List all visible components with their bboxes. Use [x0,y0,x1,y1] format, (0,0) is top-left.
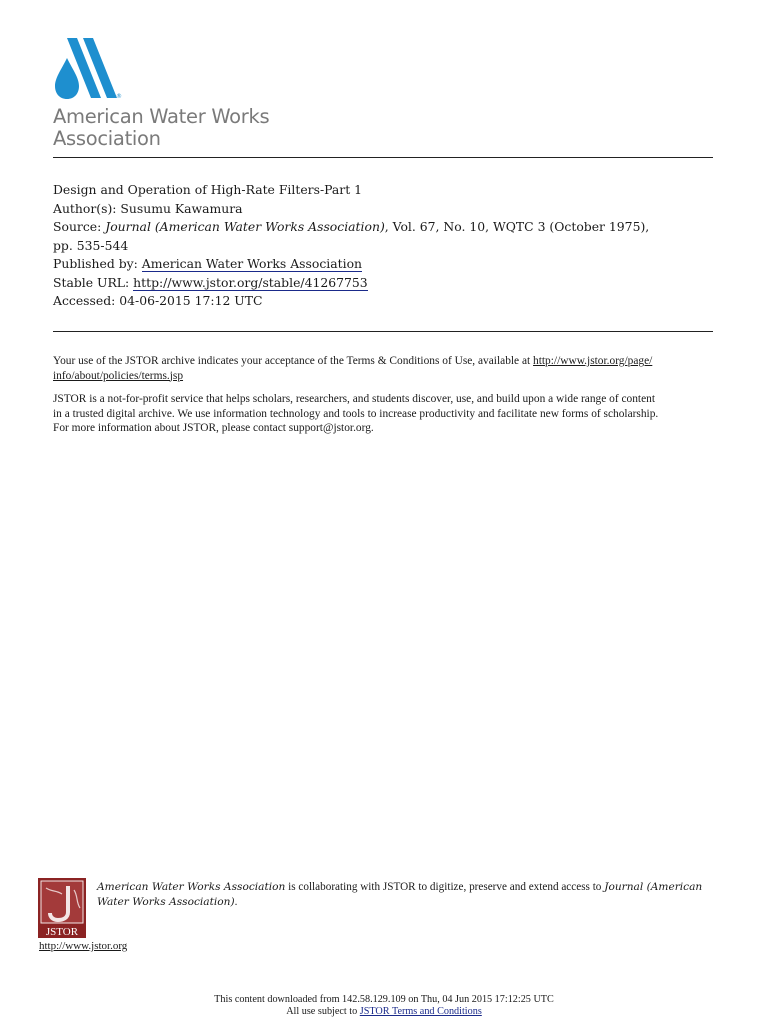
source-details: , Vol. 67, No. 10, WQTC 3 (October 1975), [384,219,650,234]
org-name-line2: Association [53,127,161,150]
terms-section [53,354,713,445]
top-divider [53,157,713,158]
jstor-info-line2: in a trusted digital archive. We use information technology and tools to increase productivity and facilitate new forms of scholarship. [53,407,659,420]
collab-text: is collaborating with JSTOR to digitize, preserve and extend access to [285,881,605,893]
article-authors: Author(s): Susumu Kawamura [53,200,243,216]
article-metadata [53,181,713,311]
collab-org: American Water Works Association [97,881,286,893]
org-name-line1: American Water Works [53,105,270,128]
org-name [53,106,269,150]
awwa-logo [53,36,125,100]
collab-journal: Journal (American Water Works Association) [97,881,703,908]
jstor-seal-icon [38,878,86,938]
jstor-logo [38,878,86,938]
terms-text: Your use of the JSTOR archive indicates your acceptance of the Terms & Conditions of Use, available at [53,355,534,367]
stable-url-link[interactable]: http://www.jstor.org/stable/41267753 [133,274,368,290]
jstor-info-line1: JSTOR is a not-for-profit service that helps scholars, researchers, and students discover, use, and build upon a wide range of content [53,393,656,405]
collab-end: . [234,896,238,908]
water-drop-logo-icon [53,36,125,100]
article-publisher [53,255,713,274]
jstor-home-link[interactable]: http://www.jstor.org [39,940,128,952]
jstor-terms-link[interactable]: JSTOR Terms and Conditions [359,1006,482,1017]
article-source [53,218,713,237]
source-label: Source: [53,219,106,234]
download-footer [0,994,768,1018]
terms-paragraph [53,354,713,383]
terms-footer-line [0,1006,768,1018]
article-accessed: Accessed: 04-06-2015 17:12 UTC [53,293,263,308]
middle-divider [53,331,713,332]
svg-text:®: ® [116,93,122,100]
article-stable-url [53,274,713,293]
jstor-info-line3: For more information about JSTOR, please contact support@jstor.org. [53,422,374,434]
publisher-link[interactable]: American Water Works Association [141,256,363,271]
published-label: Published by: [53,256,142,271]
article-title: Design and Operation of High-Rate Filters-Part 1 [53,182,363,197]
svg-text:JSTOR: JSTOR [45,926,79,938]
source-pages: pp. 535-544 [53,237,129,253]
jstor-info-paragraph [53,392,713,436]
stable-label: Stable URL: [53,274,134,290]
collaboration-notice [97,880,727,910]
source-journal: Journal (American Water Works Association) [105,219,385,234]
terms-link[interactable]: http://www.jstor.org/page/ info/about/policies/terms.jsp [53,355,653,382]
download-info: This content downloaded from 142.58.129.109 on Thu, 04 Jun 2015 17:12:25 UTC [214,994,554,1005]
terms-footer-prefix: All use subject to [286,1006,360,1017]
